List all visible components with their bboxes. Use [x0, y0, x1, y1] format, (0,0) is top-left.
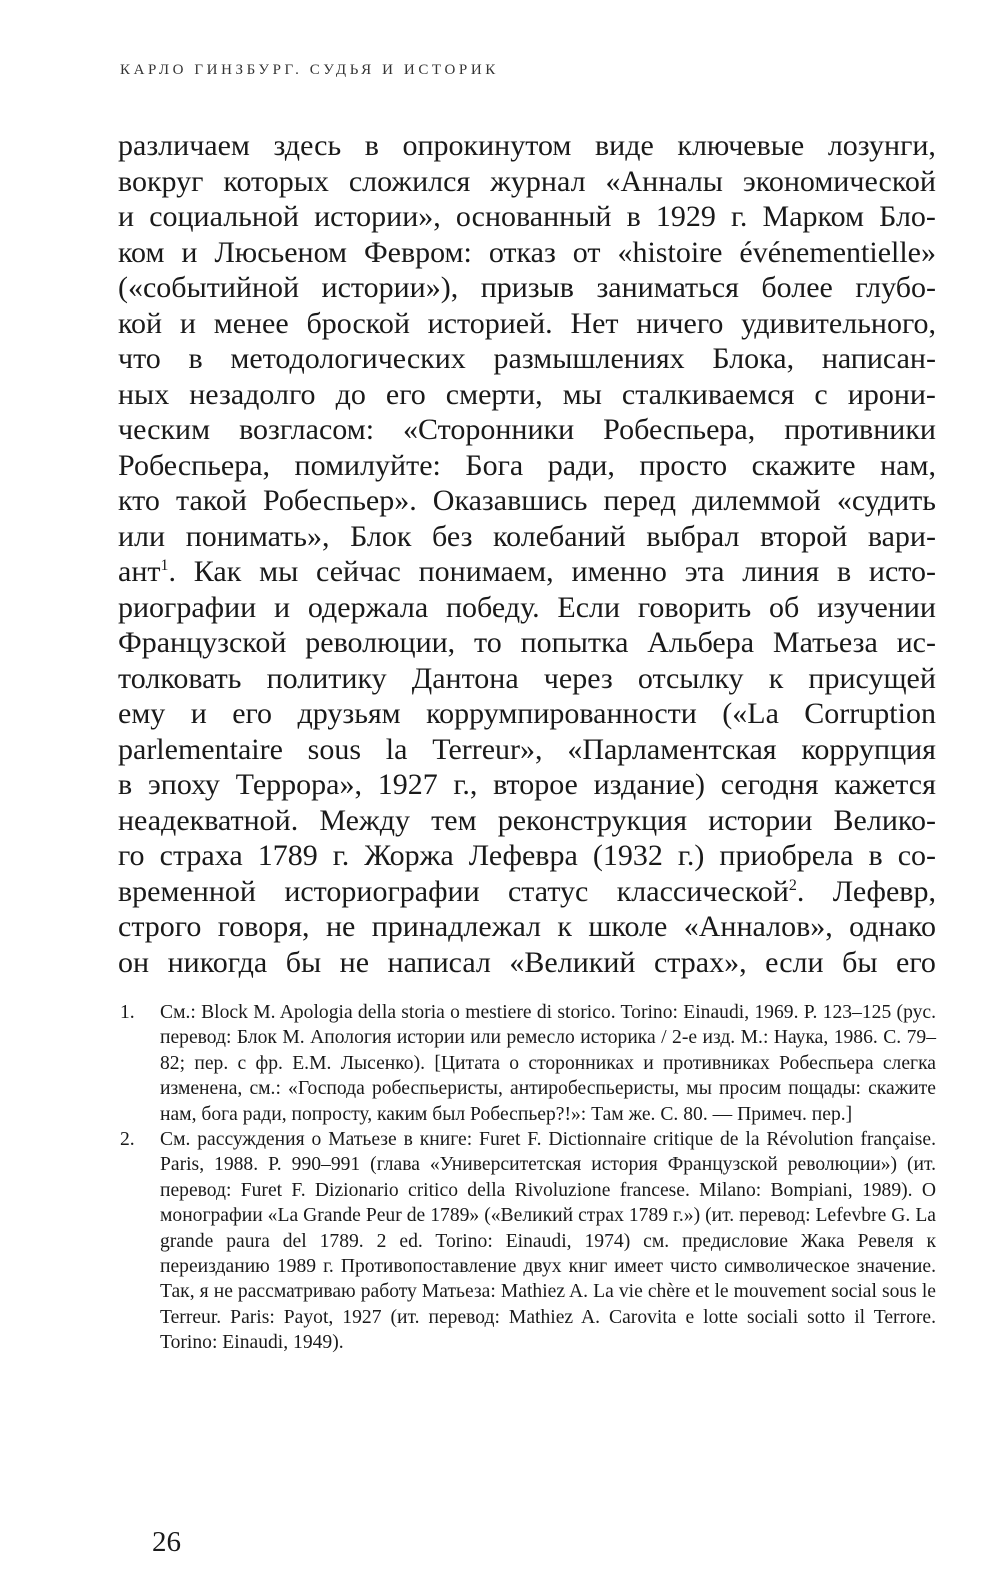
body-line: Робеспьера, помилуйте: Бога ради, просто скажите нам, — [118, 448, 936, 482]
body-line: parlementaire sous la Terreur», «Парламентская коррупция — [118, 732, 936, 766]
body-line: Французской революции, то попытка Альбера Матьеза ис- — [118, 626, 936, 659]
footnote-number: 1. — [120, 1002, 135, 1023]
body-line: неадекватной. Между тем реконструкция истории Велико- — [118, 803, 936, 837]
body-line: различаем здесь в опрокинутом виде ключевые лозунги, — [118, 129, 936, 162]
body-line: ант$^1$. Как мы сейчас понимаем, именно эта линия в исто- — [118, 555, 936, 588]
footnote-number: 2. — [120, 1129, 135, 1151]
footnote-text: См. рассуждения о Матьезе в книге: Furet F. Dictionnaire critique de la Révolution française. Paris, 1988. P. 990–991 (глава «Университетская история Французской революции») (ит. перевод: Furet F. Dizionario critico della Rivoluzione francese. Milano: Bompiani, 1989). О монографии «La Grande Peur de 1789» («Великий страх 1789 г.») (ит. перевод: Lefevbre G. La grande paura del 1789. 2 ed. Torino: Einaudi, 1974) см. предисловие Жака Ревеля к переизданию 1989 г. Противопоставление двух книг имеет чисто символическое значение. Так, я не рассматриваю работу Матьеза: Mathiez A. La vie chère et le mouvement social sous le Terreur. Paris: Payot, 1927 (ит. перевод: Mathiez A. Carovita e lotte sociali sotto il Terrore. Torino: Einaudi, 1949). — [160, 1129, 936, 1354]
body-line: в эпоху Террора», 1927 г., второе издание) сегодня кажется — [118, 768, 936, 801]
body-line: кой и менее броской историей. Нет ничего удивительного, — [118, 306, 936, 340]
body-line: ему и его друзьям коррумпированности («La Corruption — [118, 697, 936, 730]
footnote — [118, 1127, 936, 1356]
body-line: он никогда бы не написал «Великий страх», если бы его — [118, 945, 936, 979]
body-line: риографии и одержала победу. Если говорить об изучении — [118, 590, 936, 624]
body-line: временной историографии статус классической$^2$. Лефевр, — [118, 874, 936, 908]
footnote — [118, 1000, 936, 1127]
body-line: ных незадолго до его смерти, мы сталкиваемся с ирони- — [118, 377, 936, 411]
body-text — [118, 128, 936, 980]
page-number: 26 — [152, 1526, 181, 1558]
footnote-text: См.: Block M. Apologia della storia o mestiere di storico. Torino: Einaudi, 1969. P. 123–125 (рус. перевод: Блок М. Апология истории или ремесло историка / 2-е изд. М.: Наука, 1986. С. 79–82; пер. с фр. Е.М. Лысенко). [Цитата о сторонниках и противниках Робеспьера слегка изменена, см.: «Господа робеспьеристы, антиробеспьеристы, мы просим пощады: скажите нам, бога ради, попросту, каким был Робеспьер?!»: Там же. С. 80. — Примеч. пер.] — [160, 1002, 936, 1125]
body-line: вокруг которых сложился журнал «Анналы экономической — [118, 164, 936, 198]
body-line: кто такой Робеспьер». Оказавшись перед дилеммой «судить — [118, 484, 936, 517]
body-line: толковать политику Дантона через отсылку к присущей — [118, 661, 936, 695]
body-line: и социальной истории», основанный в 1929 г. Марком Бло- — [118, 200, 936, 233]
running-head: КАРЛО ГИНЗБУРГ. СУДЬЯ И ИСТОРИК — [120, 62, 499, 78]
body-line: («событийной истории»), призыв заниматься более глубо- — [118, 271, 936, 304]
footnotes — [118, 1000, 936, 1356]
body-line: что в методологических размышлениях Блока, написан- — [118, 342, 936, 375]
body-line: строго говоря, не принадлежал к школе «Анналов», однако — [118, 910, 936, 943]
body-line: ком и Люсьеном Февром: отказ от «histoire événementielle» — [118, 235, 936, 269]
body-line: ческим возгласом: «Сторонники Робеспьера, противники — [118, 413, 936, 446]
body-line: го страха 1789 г. Жоржа Лефевра (1932 г.) приобрела в со- — [118, 839, 936, 872]
body-line: или понимать», Блок без колебаний выбрал второй вари- — [118, 519, 936, 553]
